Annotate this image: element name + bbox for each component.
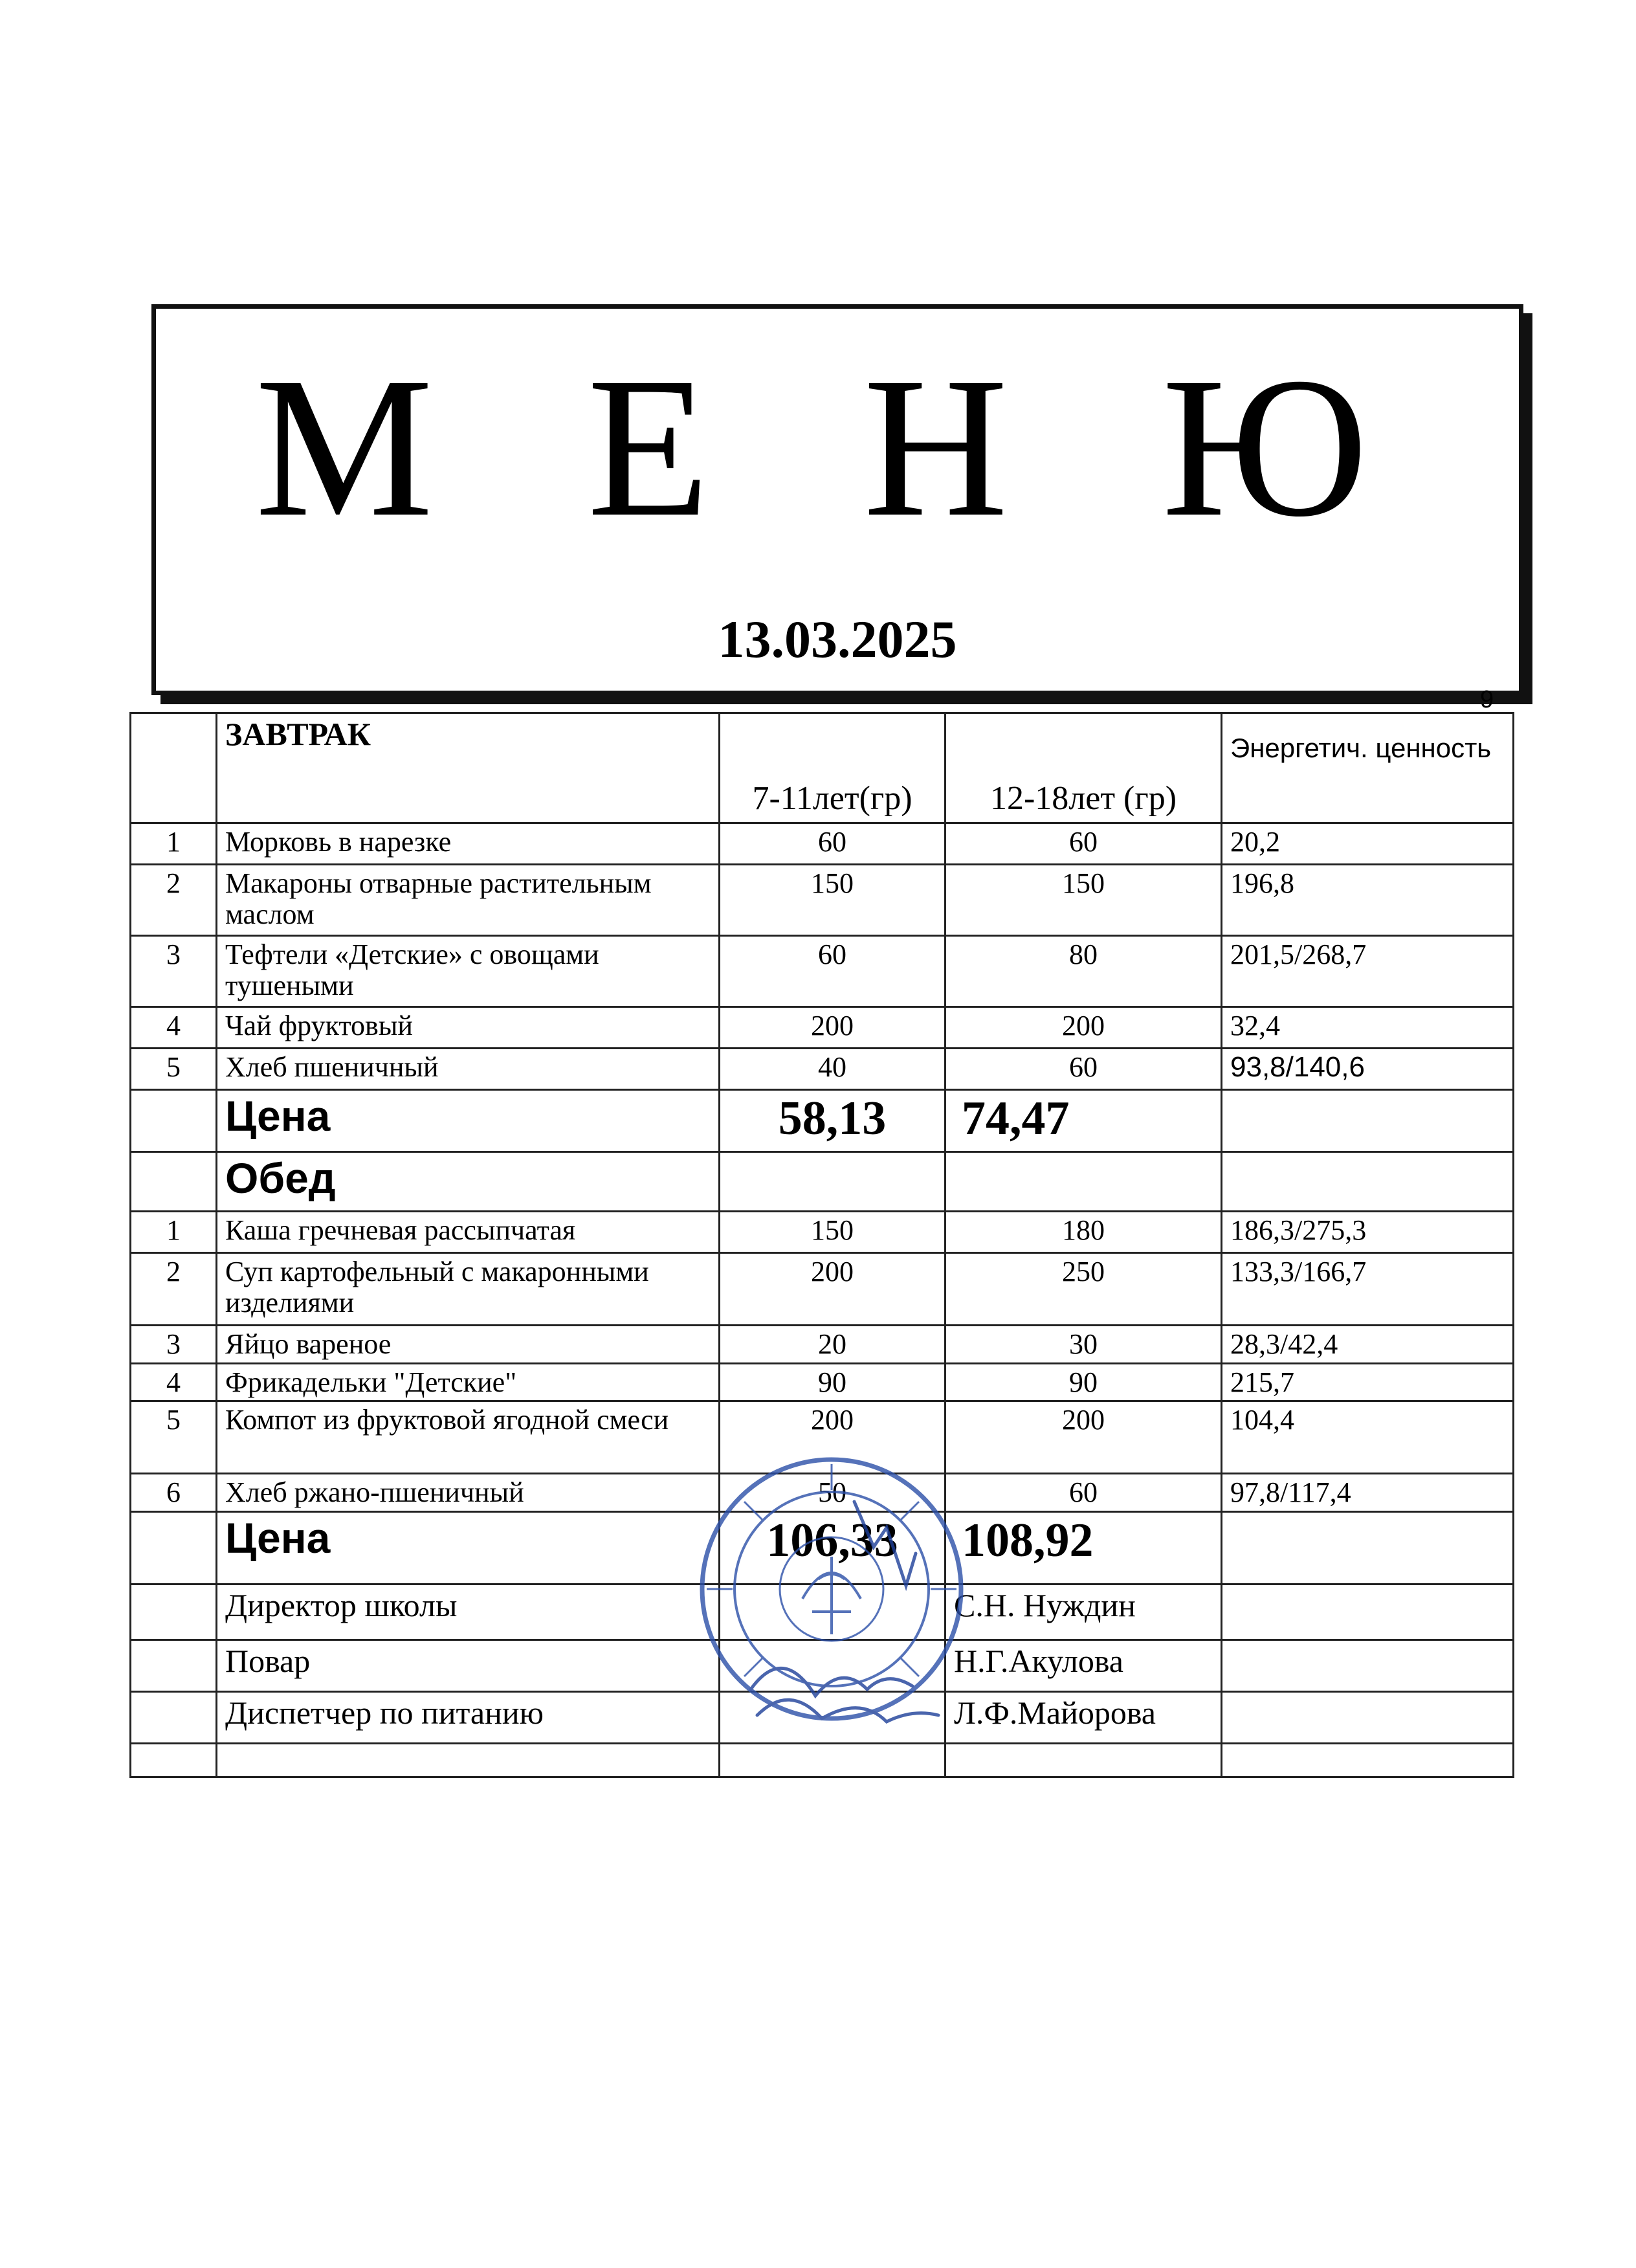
row-number: 3: [131, 936, 217, 1007]
signature-cell: [720, 1584, 945, 1640]
portion-12-18: 250: [945, 1253, 1222, 1326]
empty-cell: [131, 1511, 217, 1584]
energy-value: 20,2: [1222, 823, 1514, 865]
empty-cell: [131, 1691, 217, 1743]
portion-7-11: 150: [720, 1212, 945, 1253]
dish-name: Чай фруктовый: [217, 1007, 720, 1049]
lunch-price-row: [131, 1511, 1514, 1584]
lunch-heading-row: [131, 1152, 1514, 1212]
energy-value: 215,7: [1222, 1363, 1514, 1401]
table-row: [131, 1212, 1514, 1253]
dish-name: Каша гречневая рассыпчатая: [217, 1212, 720, 1253]
signature-role: Диспетчер по питанию: [217, 1691, 720, 1743]
signature-name: Н.Г.Акулова: [945, 1640, 1222, 1691]
signature-role: Повар: [217, 1640, 720, 1691]
header-num-cell: [131, 713, 217, 823]
energy-value: 196,8: [1222, 865, 1514, 936]
row-number: 5: [131, 1401, 217, 1474]
empty-cell: [131, 1640, 217, 1691]
signature-name: Л.Ф.Майорова: [945, 1691, 1222, 1743]
dish-name: Фрикадельки "Детские": [217, 1363, 720, 1401]
portion-12-18: 30: [945, 1326, 1222, 1364]
portion-7-11: 60: [720, 823, 945, 865]
portion-7-11: 40: [720, 1049, 945, 1090]
row-number: 4: [131, 1007, 217, 1049]
portion-12-18: 180: [945, 1212, 1222, 1253]
table-row: [131, 1474, 1514, 1512]
lunch-price-7-11: 106,33: [720, 1511, 945, 1584]
row-number: 6: [131, 1474, 217, 1512]
portion-12-18: 80: [945, 936, 1222, 1007]
menu-table: [129, 712, 1514, 1778]
empty-cell: [1222, 1090, 1514, 1152]
breakfast-price-label: Цена: [217, 1090, 720, 1152]
table-row: [131, 865, 1514, 936]
portion-12-18: 200: [945, 1007, 1222, 1049]
portion-12-18: 90: [945, 1363, 1222, 1401]
energy-value: 133,3/166,7: [1222, 1253, 1514, 1326]
portion-7-11: 150: [720, 865, 945, 936]
empty-row: [131, 1743, 1514, 1777]
empty-cell: [1222, 1152, 1514, 1212]
dish-name: Морковь в нарезке: [217, 823, 720, 865]
row-number: 1: [131, 823, 217, 865]
energy-value: 93,8/140,6: [1222, 1049, 1514, 1090]
breakfast-price-row: [131, 1090, 1514, 1152]
header-energy: Энергетич. ценность: [1222, 713, 1514, 823]
empty-cell: [1222, 1691, 1514, 1743]
signature-row: [131, 1640, 1514, 1691]
energy-value: 28,3/42,4: [1222, 1326, 1514, 1364]
energy-value: 32,4: [1222, 1007, 1514, 1049]
portion-7-11: 60: [720, 936, 945, 1007]
dish-name: Макароны отварные растительным маслом: [217, 865, 720, 936]
breakfast-price-7-11: 58,13: [720, 1090, 945, 1152]
empty-cell: [945, 1743, 1222, 1777]
row-number: 3: [131, 1326, 217, 1364]
signature-role: Директор школы: [217, 1584, 720, 1640]
signature-row: [131, 1584, 1514, 1640]
energy-value: 104,4: [1222, 1401, 1514, 1474]
row-number: 2: [131, 865, 217, 936]
row-number: 4: [131, 1363, 217, 1401]
empty-cell: [1222, 1511, 1514, 1584]
portion-12-18: 150: [945, 865, 1222, 936]
portion-12-18: 60: [945, 1049, 1222, 1090]
portion-7-11: 200: [720, 1401, 945, 1474]
dish-name: Компот из фруктовой ягодной смеси: [217, 1401, 720, 1474]
signature-row: [131, 1691, 1514, 1743]
portion-7-11: 200: [720, 1253, 945, 1326]
empty-cell: [1222, 1584, 1514, 1640]
portion-7-11: 200: [720, 1007, 945, 1049]
table-row: [131, 1253, 1514, 1326]
empty-cell: [131, 1152, 217, 1212]
dish-name: Хлеб ржано-пшеничный: [217, 1474, 720, 1512]
breakfast-price-12-18: 74,47: [945, 1090, 1222, 1152]
breakfast-heading: ЗАВТРАК: [217, 713, 720, 823]
table-row: [131, 1049, 1514, 1090]
empty-cell: [217, 1743, 720, 1777]
table-row: [131, 1326, 1514, 1364]
signature-cell: [720, 1691, 945, 1743]
portion-7-11: 20: [720, 1326, 945, 1364]
menu-date: 13.03.2025: [718, 610, 957, 669]
signature-name: С.Н. Нуждин: [945, 1584, 1222, 1640]
dish-name: Тефтели «Детские» с овощами тушеными: [217, 936, 720, 1007]
table-row: [131, 1007, 1514, 1049]
dish-name: Яйцо вареное: [217, 1326, 720, 1364]
lunch-price-label: Цена: [217, 1511, 720, 1584]
row-number: 5: [131, 1049, 217, 1090]
energy-value: 201,5/268,7: [1222, 936, 1514, 1007]
empty-cell: [720, 1152, 945, 1212]
empty-cell: [131, 1743, 217, 1777]
empty-cell: [1222, 1640, 1514, 1691]
row-number: 1: [131, 1212, 217, 1253]
lunch-heading: Обед: [217, 1152, 720, 1212]
portion-7-11: 50: [720, 1474, 945, 1512]
portion-12-18: 60: [945, 1474, 1222, 1512]
empty-cell: [720, 1743, 945, 1777]
empty-cell: [131, 1584, 217, 1640]
portion-12-18: 200: [945, 1401, 1222, 1474]
signature-cell: [720, 1640, 945, 1691]
menu-title: М Е Н Ю: [255, 337, 1420, 559]
energy-value: 186,3/275,3: [1222, 1212, 1514, 1253]
table-row: [131, 823, 1514, 865]
lunch-price-12-18: 108,92: [945, 1511, 1222, 1584]
menu-title-box: [151, 304, 1523, 695]
portion-12-18: 60: [945, 823, 1222, 865]
table-header-row: [131, 713, 1514, 823]
portion-7-11: 90: [720, 1363, 945, 1401]
header-age-12-18: 12-18лет (гр): [945, 713, 1222, 823]
empty-cell: [131, 1090, 217, 1152]
table-row: [131, 1401, 1514, 1474]
energy-value: 97,8/117,4: [1222, 1474, 1514, 1512]
page-number: 9: [1480, 686, 1494, 713]
table-row: [131, 1363, 1514, 1401]
row-number: 2: [131, 1253, 217, 1326]
dish-name: Суп картофельный с макаронными изделиями: [217, 1253, 720, 1326]
empty-cell: [1222, 1743, 1514, 1777]
header-age-7-11: 7-11лет(гр): [720, 713, 945, 823]
table-row: [131, 936, 1514, 1007]
dish-name: Хлеб пшеничный: [217, 1049, 720, 1090]
empty-cell: [945, 1152, 1222, 1212]
